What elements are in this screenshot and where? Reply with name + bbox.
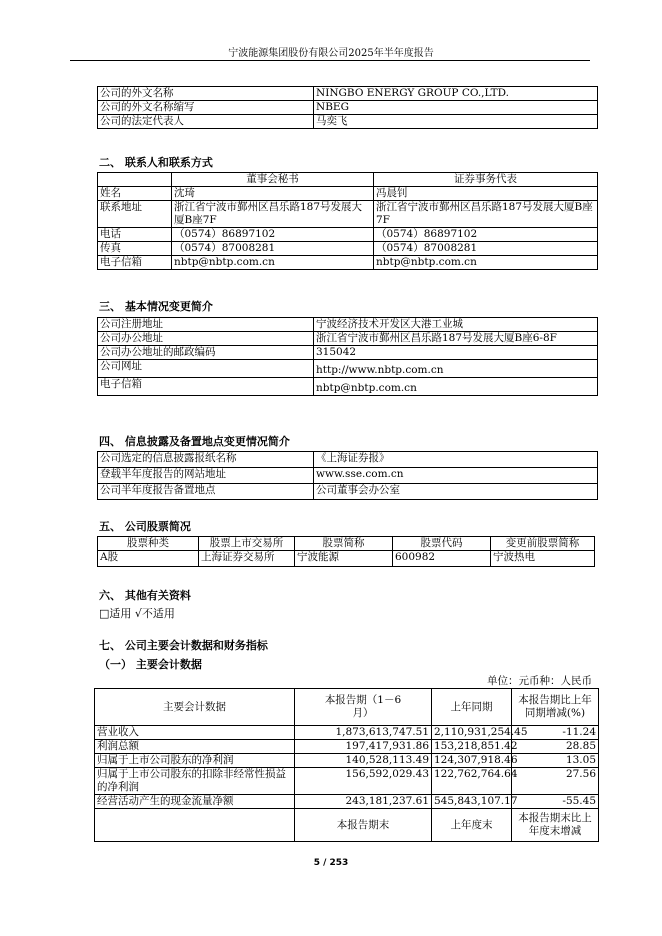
secretary-address: 浙江省宁波市鄞州区昌乐路187号发展大厦B座7F — [172, 201, 374, 228]
info-label: 公司半年度报告备置地点 — [98, 484, 314, 500]
page-header: 宁波能源集团股份有限公司2025年半年度报告 — [228, 48, 434, 59]
accounting-data-table — [94, 688, 599, 842]
table-row — [98, 346, 598, 360]
section-5-title: 五、 公司股票简况 — [99, 520, 191, 533]
table-row — [98, 228, 598, 242]
section-7-subtitle: （一） 主要会计数据 — [99, 658, 202, 671]
col-header: 股票种类 — [98, 537, 199, 551]
info-value: 马奕飞 — [314, 115, 598, 129]
metric-change: 27.56 — [512, 768, 599, 795]
metric-current: 156,592,029.43 — [295, 768, 432, 795]
rep-address: 浙江省宁波市鄞州区昌乐路187号发展大厦B座7F — [374, 201, 598, 228]
currency-unit: 单位：元币种：人民币 — [487, 675, 592, 687]
stock-short-name: 宁波能源 — [295, 551, 393, 567]
rep-fax: （0574）87008281 — [374, 242, 598, 256]
table-row — [95, 740, 599, 754]
section-6-title: 六、 其他有关资料 — [99, 589, 191, 602]
col-header-prior-end: 上年度末 — [432, 809, 512, 842]
info-value: 《上海证券报》 — [314, 452, 598, 468]
table-row — [98, 360, 598, 378]
metric-label: 利润总额 — [95, 740, 295, 754]
table-row — [98, 484, 598, 500]
stock-type: A股 — [98, 551, 199, 567]
metric-label: 经营活动产生的现金流量净额 — [95, 795, 295, 809]
info-value: 宁波经济技术开发区大港工业城 — [314, 318, 598, 332]
table-header-row — [98, 173, 598, 187]
info-value: http://www.nbtp.com.cn — [314, 360, 598, 378]
metric-change: -11.24 — [512, 726, 599, 740]
rep-phone: （0574）86897102 — [374, 228, 598, 242]
disclosure-table — [97, 451, 598, 500]
stock-exchange: 上海证券交易所 — [199, 551, 295, 567]
info-value: NBEG — [314, 101, 598, 115]
table-row — [98, 115, 598, 129]
table-header-row — [95, 809, 599, 842]
table-header-row — [98, 537, 595, 551]
col-header-current-end: 本报告期末 — [295, 809, 432, 842]
col-rep: 证券事务代表 — [374, 173, 598, 187]
metric-prior: 124,307,918.46 — [432, 754, 512, 768]
contact-label: 电子信箱 — [98, 256, 172, 270]
metric-change: 28.85 — [512, 740, 599, 754]
contact-table — [97, 172, 598, 270]
info-value: 浙江省宁波市鄞州区昌乐路187号发展大厦B座6-8F — [314, 332, 598, 346]
table-row — [98, 468, 598, 484]
secretary-phone: （0574）86897102 — [172, 228, 374, 242]
info-label: 公司网址 — [98, 360, 314, 378]
header-rule — [70, 60, 590, 61]
info-label: 公司的法定代表人 — [98, 115, 314, 129]
col-header-change-end: 本报告期末比上年度末增减 — [512, 809, 599, 842]
table-row — [98, 551, 595, 567]
stock-code: 600982 — [393, 551, 491, 567]
info-value: NINGBO ENERGY GROUP CO.,LTD. — [314, 87, 598, 101]
metric-prior: 545,843,107.17 — [432, 795, 512, 809]
blank-cell — [95, 809, 295, 842]
page-number: 5 / 253 — [313, 858, 349, 868]
rep-email: nbtp@nbtp.com.cn — [374, 256, 598, 270]
stock-table — [97, 536, 595, 567]
metric-prior: 153,218,851.42 — [432, 740, 512, 754]
section-4-title: 四、 信息披露及备置地点变更情况简介 — [99, 435, 290, 448]
blank-cell — [98, 173, 172, 187]
table-row — [98, 318, 598, 332]
secretary-name: 沈琦 — [172, 187, 374, 201]
info-value: 公司董事会办公室 — [314, 484, 598, 500]
table-row — [95, 768, 599, 795]
table-row — [98, 87, 598, 101]
table-row — [95, 726, 599, 740]
contact-label: 电话 — [98, 228, 172, 242]
table-row — [98, 332, 598, 346]
table-row — [98, 378, 598, 396]
contact-label: 传真 — [98, 242, 172, 256]
table-row — [98, 256, 598, 270]
company-info-table — [97, 86, 598, 129]
col-header: 股票代码 — [393, 537, 491, 551]
col-header-item: 主要会计数据 — [95, 689, 295, 726]
table-row — [98, 201, 598, 228]
metric-prior: 122,762,764.64 — [432, 768, 512, 795]
prior-short-name: 宁波热电 — [491, 551, 595, 567]
col-header: 变更前股票简称 — [491, 537, 595, 551]
contact-label: 联系地址 — [98, 201, 172, 228]
info-label: 公司的外文名称 — [98, 87, 314, 101]
metric-label: 归属于上市公司股东的净利润 — [95, 754, 295, 768]
secretary-email: nbtp@nbtp.com.cn — [172, 256, 374, 270]
metric-current: 197,417,931.86 — [295, 740, 432, 754]
metric-current: 140,528,113.49 — [295, 754, 432, 768]
metric-change: -55.45 — [512, 795, 599, 809]
info-label: 公司选定的信息披露报纸名称 — [98, 452, 314, 468]
rep-name: 冯晨钊 — [374, 187, 598, 201]
section-2-title: 二、 联系人和联系方式 — [99, 156, 213, 169]
table-row — [98, 242, 598, 256]
metric-change: 13.05 — [512, 754, 599, 768]
metric-prior: 2,110,931,254.45 — [432, 726, 512, 740]
col-secretary: 董事会秘书 — [172, 173, 374, 187]
contact-label: 姓名 — [98, 187, 172, 201]
metric-label: 营业收入 — [95, 726, 295, 740]
basic-info-table — [97, 317, 598, 396]
col-header-change: 本报告期比上年同期增减(%) — [512, 689, 599, 726]
info-label: 公司办公地址 — [98, 332, 314, 346]
secretary-fax: （0574）87008281 — [172, 242, 374, 256]
info-value: nbtp@nbtp.com.cn — [314, 378, 598, 396]
section-7-title: 七、 公司主要会计数据和财务指标 — [99, 639, 268, 652]
info-label: 公司注册地址 — [98, 318, 314, 332]
section-3-title: 三、 基本情况变更简介 — [99, 300, 213, 313]
table-row — [95, 795, 599, 809]
table-row — [95, 754, 599, 768]
col-header-current: 本报告期（1－6月） — [295, 689, 432, 726]
info-label: 登载半年度报告的网站地址 — [98, 468, 314, 484]
metric-current: 243,181,237.61 — [295, 795, 432, 809]
table-row — [98, 101, 598, 115]
info-value: www.sse.com.cn — [314, 468, 598, 484]
col-header: 股票简称 — [295, 537, 393, 551]
info-label: 公司的外文名称缩写 — [98, 101, 314, 115]
table-header-row — [95, 689, 599, 726]
info-label: 电子信箱 — [98, 378, 314, 396]
col-header: 股票上市交易所 — [199, 537, 295, 551]
metric-label: 归属于上市公司股东的扣除非经常性损益的净利润 — [95, 768, 295, 795]
table-row — [98, 187, 598, 201]
col-header-prior: 上年同期 — [432, 689, 512, 726]
info-value: 315042 — [314, 346, 598, 360]
info-label: 公司办公地址的邮政编码 — [98, 346, 314, 360]
metric-current: 1,873,613,747.51 — [295, 726, 432, 740]
table-row — [98, 452, 598, 468]
applicability-options: □适用 √不适用 — [99, 607, 175, 620]
